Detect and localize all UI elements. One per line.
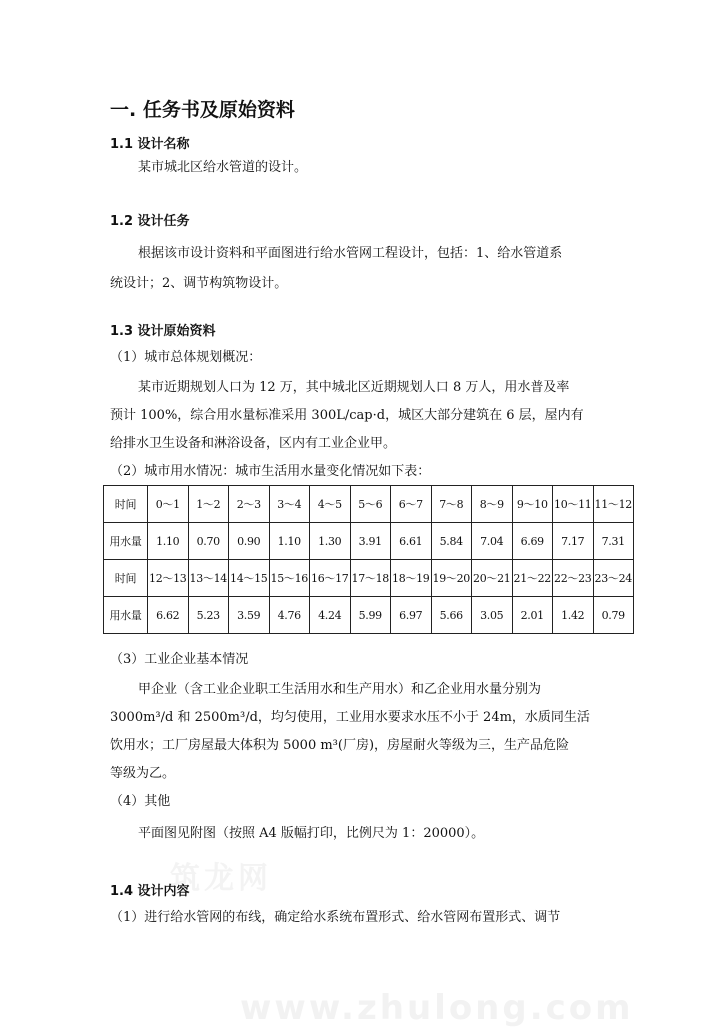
table-cell: 10～11 — [553, 486, 594, 523]
table-cell: 6～7 — [391, 486, 432, 523]
table-cell: 16～17 — [310, 560, 351, 597]
table-cell: 5.23 — [188, 597, 229, 634]
table-cell: 7.17 — [553, 523, 594, 560]
page-heading: 一. 任务书及原始资料 — [110, 99, 295, 121]
hourly-water-usage-table — [103, 485, 634, 634]
table-cell: 3.05 — [472, 597, 513, 634]
table-cell: 14～15 — [229, 560, 270, 597]
table-cell: 5.66 — [431, 597, 472, 634]
table-cell: 8～9 — [472, 486, 513, 523]
table-cell: 22～23 — [553, 560, 594, 597]
table-cell: 7～8 — [431, 486, 472, 523]
paragraph-line: 等级为乙。 — [110, 766, 176, 781]
table-cell: 0.79 — [593, 597, 634, 634]
paragraph-line: 某市近期规划人口为 12 万，其中城北区近期规划人口 8 万人，用水普及率 — [138, 380, 570, 395]
table-cell: 0.70 — [188, 523, 229, 560]
table-cell: 1.10 — [148, 523, 189, 560]
time-label: 时间 — [104, 486, 148, 523]
section-1-2-line-1: 根据该市设计资料和平面图进行给水管网工程设计，包括：1、给水管道系 — [138, 246, 563, 261]
usage-label: 用水量 — [104, 523, 148, 560]
watermark-url: www.zhulong.com — [240, 988, 634, 1028]
paragraph-line: 给排水卫生设备和淋浴设备，区内有工业企业甲。 — [110, 436, 397, 451]
table-cell: 9～10 — [512, 486, 553, 523]
table-cell: 2.01 — [512, 597, 553, 634]
table-cell: 18～19 — [391, 560, 432, 597]
paragraph-line: 预计 100%，综合用水量标准采用 300L/cap·d，城区大部分建筑在 6 层，屋内有 — [110, 408, 584, 423]
table-cell: 4.76 — [269, 597, 310, 634]
section-1-2-line-2: 统设计；2、调节构筑物设计。 — [110, 276, 288, 291]
table-cell: 1.30 — [310, 523, 351, 560]
table-cell: 7.04 — [472, 523, 513, 560]
table-row — [104, 597, 634, 634]
table-cell: 19～20 — [431, 560, 472, 597]
section-1-2-title: 1.2 设计任务 — [110, 214, 190, 229]
table-cell: 6.69 — [512, 523, 553, 560]
table-cell: 5～6 — [350, 486, 391, 523]
table-cell: 23～24 — [593, 560, 634, 597]
table-cell: 6.97 — [391, 597, 432, 634]
section-1-1-title: 1.1 设计名称 — [110, 137, 190, 152]
table-cell: 5.99 — [350, 597, 391, 634]
table-cell: 0～1 — [148, 486, 189, 523]
time-label: 时间 — [104, 560, 148, 597]
item-2-heading: （2）城市用水情况：城市生活用水量变化情况如下表： — [110, 464, 431, 479]
watermark-logo: 筑龙网 — [170, 861, 272, 896]
table-row — [104, 486, 634, 523]
table-cell: 2～3 — [229, 486, 270, 523]
table-cell: 13～14 — [188, 560, 229, 597]
section-1-3-title: 1.3 设计原始资料 — [110, 324, 216, 339]
table-cell: 5.84 — [431, 523, 472, 560]
table-cell: 6.61 — [391, 523, 432, 560]
table-cell: 4.24 — [310, 597, 351, 634]
table-cell: 12～13 — [148, 560, 189, 597]
item-3-heading: （3）工业企业基本情况 — [110, 652, 249, 667]
table-cell: 11～12 — [593, 486, 634, 523]
table-cell: 15～16 — [269, 560, 310, 597]
paragraph-line: 饮用水；工厂房屋最大体积为 5000 m³(厂房)，房屋耐火等级为三，生产品危险 — [110, 738, 570, 753]
table-cell: 4～5 — [310, 486, 351, 523]
paragraph-line: 甲企业（含工业企业职工生活用水和生产用水）和乙企业用水量分别为 — [138, 682, 542, 697]
item-1-heading: （1）城市总体规划概况： — [110, 350, 262, 365]
table-cell: 3.91 — [350, 523, 391, 560]
table-cell: 17～18 — [350, 560, 391, 597]
table-cell: 7.31 — [593, 523, 634, 560]
table-cell: 1.10 — [269, 523, 310, 560]
section-1-4-title: 1.4 设计内容 — [110, 884, 190, 899]
paragraph-line: 平面图见附图（按照 A4 版幅打印，比例尺为 1：20000）。 — [138, 826, 485, 841]
item-1-text: （1）进行给水管网的布线，确定给水系统布置形式、给水管网布置形式、调节 — [110, 910, 561, 925]
section-1-1-text: 某市城北区给水管道的设计。 — [138, 160, 308, 175]
paragraph-line: 3000m³/d 和 2500m³/d，均匀使用，工业用水要求水压不小于 24m，水质同生活 — [110, 710, 590, 725]
table-cell: 1～2 — [188, 486, 229, 523]
table-cell: 21～22 — [512, 560, 553, 597]
table-cell: 0.90 — [229, 523, 270, 560]
table-cell: 20～21 — [472, 560, 513, 597]
table-row — [104, 560, 634, 597]
table-cell: 6.62 — [148, 597, 189, 634]
table-cell: 1.42 — [553, 597, 594, 634]
usage-label: 用水量 — [104, 597, 148, 634]
table-cell: 3～4 — [269, 486, 310, 523]
item-4-heading: （4）其他 — [110, 794, 171, 809]
table-row — [104, 523, 634, 560]
table-cell: 3.59 — [229, 597, 270, 634]
